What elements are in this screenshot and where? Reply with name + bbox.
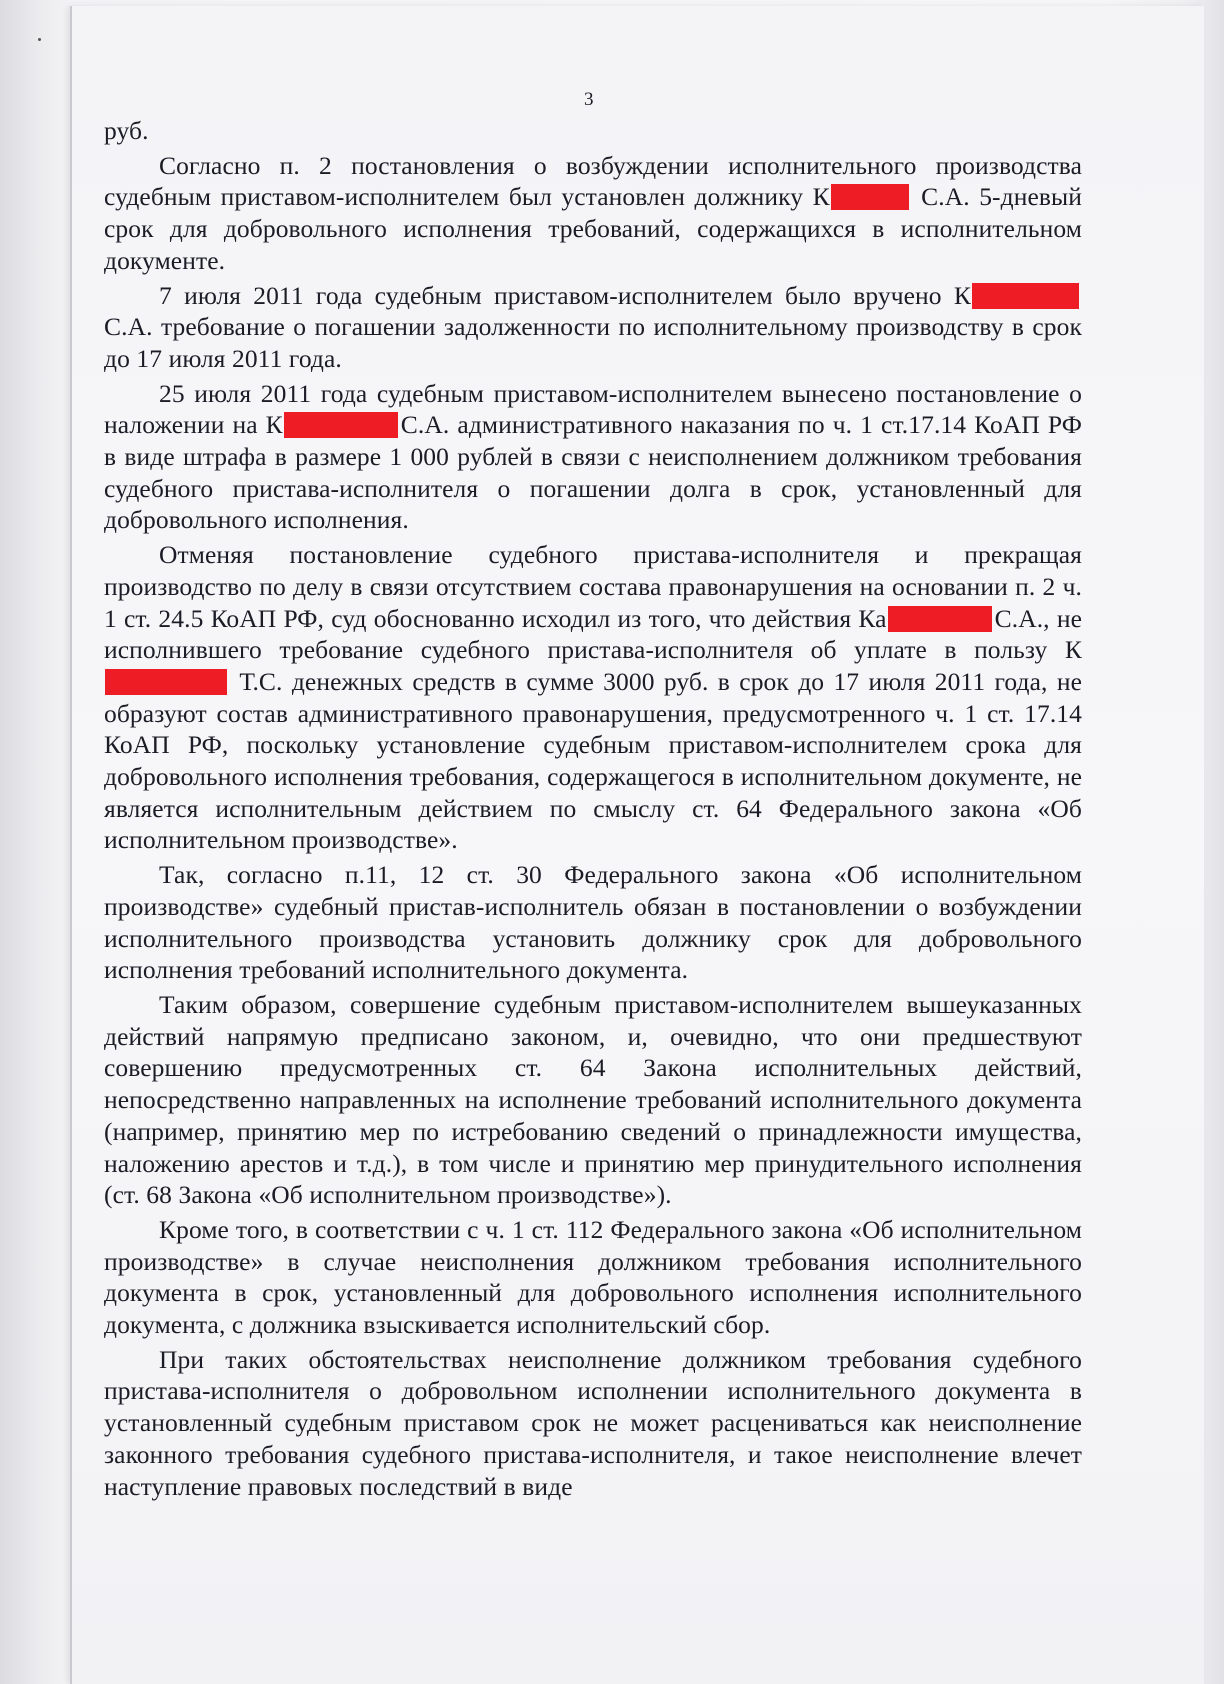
paragraph-p0 [104,115,1082,147]
paragraph-text: Согласно п. 2 постановления о возбуждении исполнительного производства судебным приставом-исполнителем был установлен должнику К [104,150,1082,212]
paragraph-text: руб. [104,116,149,145]
paragraph-p7 [104,1214,1082,1341]
paragraph-text: 7 июля 2011 года судебным приставом-исполнителем было вручено К [159,280,971,310]
redaction-box [105,669,227,695]
scan-speck [38,38,41,41]
page-number: 3 [584,89,594,110]
redaction-box [831,184,909,210]
paragraph-text: Т.С. денежных средств в сумме 3000 руб. в срок до 17 июля 2011 года, не образуют состав административного правонарушения, предусмотренного ч. 1 ст. 17.14 КоАП РФ, поскольку установление судебным приставом-исполнителем срока для добровольного исполнения требования, содержащегося в исполнительном документе, не является исполнительным действием по смыслу ст. 64 Федерального закона «Об исполнительном производстве». [104,666,1082,855]
paragraph-p6 [104,989,1082,1211]
paragraph-text: Кроме того, в соответствии с ч. 1 ст. 112 Федерального закона «Об исполнительном производстве» в случае неисполнения должником требования исполнительного документа в срок, установленный для добровольного исполнения исполнительного документа, с должника взыскивается исполнительский сбор. [104,1214,1082,1340]
paragraph-p5 [104,859,1082,986]
redaction-box [972,283,1079,309]
redaction-box [284,412,398,438]
paragraph-p2 [104,280,1082,375]
paragraph-text: С.А., не исполнившего требование судебного пристава-исполнителя об уплате в пользу К [104,603,1082,665]
paragraph-text: С.А. 5-дневый срок для добровольного исполнения требований, содержащихся в исполнительном документе. [104,182,1082,275]
paragraph-text: Отменяя постановление судебного пристава-исполнителя и прекращая производство по делу в связи отсутствием состава правонарушения на основании п. 2 ч. 1 ст. 24.5 КоАП РФ, суд обоснованно исходил из того, что действия Ка [104,540,1082,633]
paragraph-p3 [104,378,1082,537]
paragraph-p1 [104,150,1082,277]
paragraph-text: Таким образом, совершение судебным приставом-исполнителем вышеуказанных действий напрямую предписано законом, и, очевидно, что они предшествуют совершению предусмотренных ст. 64 Закона исполнительных действий, непосредственно направленных на исполнение требований исполнительного документа (например, принятию мер по истребованию сведений о принадлежности имущества, наложению арестов и т.д.), в том числе и принятию мер принудительного исполнения (ст. 68 Закона «Об исполнительном производстве»). [104,989,1082,1210]
paragraph-p4 [104,539,1082,856]
paragraph-text: С.А. требование о погашении задолженности по исполнительному производству в срок до 17 июля 2011 года. [104,312,1082,373]
paragraph-text: При таких обстоятельствах неисполнение должником требования судебного пристава-исполнителя о добровольном исполнении исполнительного документа в установленный судебным приставом срок не может расцениваться как неисполнение законного требования судебного пристава-исполнителя, и такое неисполнение влечет наступление правовых последствий в виде [104,1344,1082,1501]
document-body [104,115,1082,1502]
paragraph-text: Так, согласно п.11, 12 ст. 30 Федерального закона «Об исполнительном производстве» судебный пристав-исполнитель обязан в постановлении о возбуждении исполнительного производства установить должнику срок для добровольного исполнения требований исполнительного документа. [104,860,1082,985]
paragraph-text: С.А. административного наказания по ч. 1 ст.17.14 КоАП РФ в виде штрафа в размере 1 000 рублей в связи с неисполнением должником требования судебного пристава-исполнителя о погашении долга в срок, установленный для добровольного исполнения. [104,410,1082,535]
paragraph-p8 [104,1344,1082,1503]
redaction-box [888,606,992,632]
paragraph-text: 25 июля 2011 года судебным приставом-исполнителем вынесено постановление о наложении на К [104,378,1082,440]
